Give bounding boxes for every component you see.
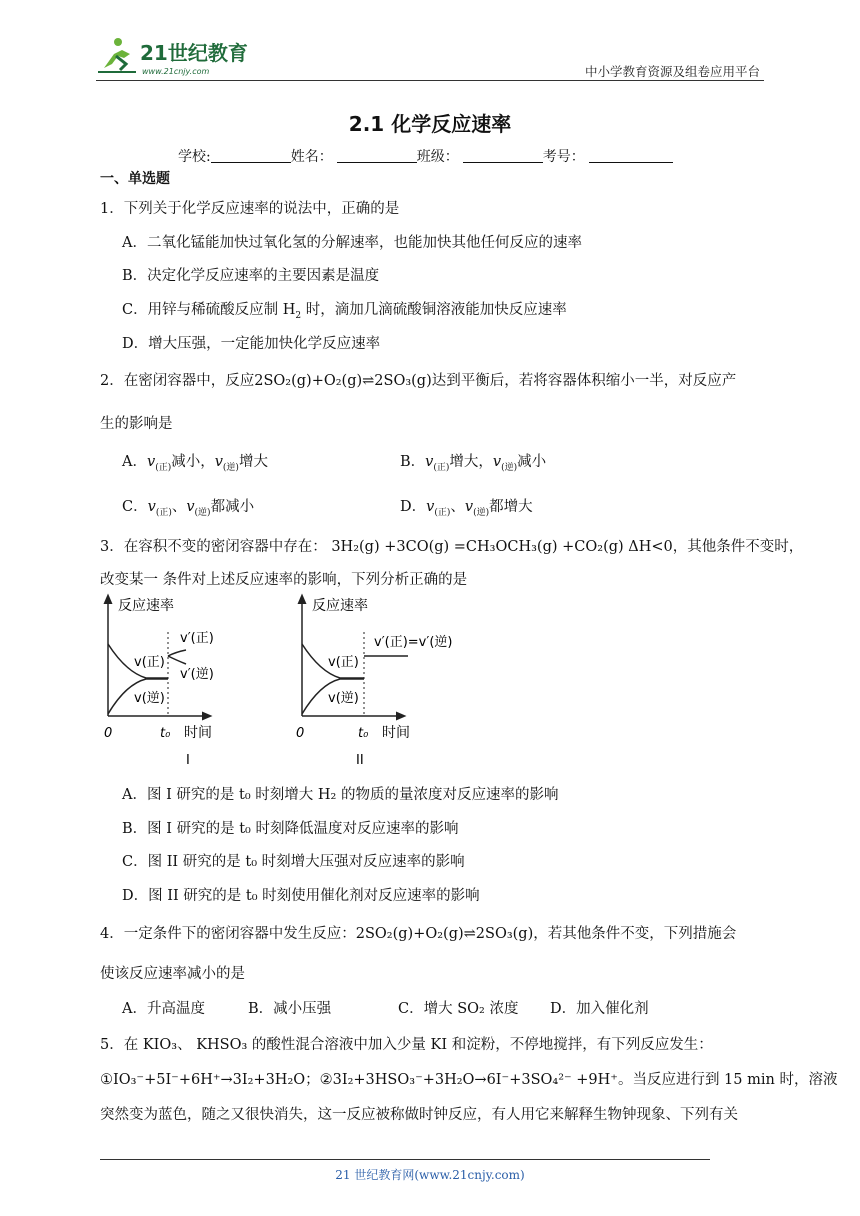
- graph2-origin: 0: [296, 726, 305, 741]
- platform-name: 中小学教育资源及组卷应用平台: [584, 64, 760, 79]
- q2-stem-post: 达到平衡后，若将容器体积缩小一半，对反应产: [431, 373, 737, 389]
- q4-equation: 2SO₂(g)+O₂(g)⇌2SO₃(g): [355, 926, 534, 942]
- q2-option-c[interactable]: [122, 495, 254, 518]
- graph1-v-zheng-label: v(正): [134, 655, 165, 670]
- graph2-vp-eq-label: v′(正)=v′(逆): [374, 635, 453, 650]
- q3-stem-line2: 改变某一 条件对上述反应速率的影响，下列分析正确的是: [100, 572, 468, 588]
- q1-option-a[interactable]: A．二氧化锰能加快过氧化氢的分解速率，也能加快其他任何反应的速率: [122, 235, 582, 251]
- page-title: 2.1 化学反应速率: [348, 112, 512, 136]
- q3-figure: [96, 592, 456, 772]
- graph2-label: II: [356, 753, 364, 768]
- q2-option-a[interactable]: [122, 450, 268, 473]
- q2-c-sub2: (逆): [194, 507, 211, 518]
- q2-stem-line2: 生的影响是: [100, 416, 173, 432]
- graph1-vp-ni-label: v′(逆): [180, 667, 214, 682]
- q4-option-d[interactable]: D．加入催化剂: [550, 1001, 649, 1017]
- name-label: 姓名：: [290, 149, 333, 165]
- q3-stem: 3．在容积不变的密闭容器中存在： 3H₂(g) +3CO(g) =CH₃OCH₃(g) +CO₂(g) ΔH<0，其他条件不变时，: [100, 539, 804, 555]
- school-blank[interactable]: [211, 148, 291, 163]
- logo-url: www.21cnjy.com: [142, 67, 210, 76]
- q5-stem-line3: 突然变为蓝色，随之又很快消失，这一反应被称做时钟反应，有人用它来解释生物钟现象、下列有关: [100, 1107, 738, 1123]
- q3-option-c[interactable]: C．图 II 研究的是 t₀ 时刻增大压强对反应速率的影响: [122, 854, 465, 870]
- graph1-t0: t₀: [160, 726, 171, 741]
- q2-d-v2: v: [464, 499, 474, 515]
- q3-option-d[interactable]: D．图 II 研究的是 t₀ 时刻使用催化剂对反应速率的影响: [122, 888, 480, 904]
- q2-c-text2: 都减小: [210, 499, 255, 515]
- q4-stem-post: ，若其他条件不变，下列措施会: [533, 926, 737, 942]
- q1-option-b[interactable]: B．决定化学反应速率的主要因素是温度: [122, 268, 380, 284]
- q1-option-c-sub: 2: [295, 310, 302, 321]
- q2-d-v1: v: [426, 499, 435, 515]
- q2-d-letter: D．: [400, 499, 427, 515]
- school-label: 学校:: [178, 149, 211, 165]
- graph1-v-ni-label: v(逆): [134, 691, 165, 706]
- q2-stem-pre: 2．在密闭容器中，反应: [100, 373, 255, 389]
- site-logo: [96, 34, 266, 78]
- q2-a-text2: 增大: [238, 454, 268, 470]
- q2-b-sub2: (逆): [501, 462, 518, 473]
- logo-text: 21世纪教育: [140, 41, 248, 65]
- q2-a-letter: A．: [122, 454, 147, 470]
- q2-equation: 2SO₂(g)+O₂(g)⇌2SO₃(g): [254, 373, 432, 389]
- q2-d-text2: 都增大: [489, 499, 533, 515]
- q2-d-sub2: (逆): [473, 507, 490, 518]
- q3-option-a[interactable]: A．图 I 研究的是 t₀ 时刻增大 H₂ 的物质的量浓度对反应速率的影响: [122, 787, 559, 803]
- header-divider: [96, 80, 764, 81]
- q4-option-a[interactable]: A．升高温度: [122, 1001, 205, 1017]
- graph-2: [296, 597, 452, 768]
- q2-c-letter: C．: [122, 499, 148, 515]
- section-heading: 一、单选题: [100, 171, 170, 187]
- q4-stem-line2: 使该反应速率减小的是: [100, 966, 245, 982]
- q2-a-sub2: (逆): [222, 462, 239, 473]
- q2-option-d[interactable]: [400, 495, 533, 518]
- graph1-origin: 0: [104, 726, 113, 741]
- q2-stem: [100, 369, 736, 390]
- footer-divider: [100, 1159, 710, 1160]
- exam-no-label: 考号：: [542, 149, 585, 165]
- q2-a-v1: v: [146, 454, 156, 470]
- q2-b-v1: v: [425, 454, 434, 470]
- graph2-v-ni-label: v(逆): [328, 691, 359, 706]
- q4-stem-pre: 4．一定条件下的密闭容器中发生反应：: [100, 926, 356, 942]
- q2-option-b[interactable]: [400, 450, 546, 473]
- graph2-v-zheng-label: v(正): [328, 655, 359, 670]
- graph1-vp-zheng-label: v′(正): [180, 631, 214, 646]
- q2-b-letter: B．: [400, 454, 426, 470]
- q4-stem: [100, 922, 736, 943]
- graph1-xlabel: 时间: [184, 725, 212, 741]
- q1-option-c-text: C．用锌与稀硫酸反应制 H: [122, 302, 296, 318]
- class-label: 班级：: [416, 149, 459, 165]
- q2-d-text1: 、: [450, 499, 465, 515]
- q5-stem: 5．在 KIO₃、 KHSO₃ 的酸性混合溶液中加入少量 KI 和淀粉，不停地搅拌，有下列反应发生：: [100, 1037, 713, 1053]
- q5-stem-line2: ①IO₃⁻+5I⁻+6H⁺→3I₂+3H₂O；②3I₂+3HSO₃⁻+3H₂O→6I⁻+3SO₄²⁻ +9H⁺。当反应进行到 15 min 时，溶液: [100, 1072, 838, 1088]
- graph1-ylabel: 反应速率: [118, 598, 174, 614]
- footer-text[interactable]: 21 世纪教育网(www.21cnjy.com): [335, 1168, 525, 1182]
- graph1-vp-zheng-curve: [168, 650, 186, 656]
- q3-option-b[interactable]: B．图 I 研究的是 t₀ 时刻降低温度对反应速率的影响: [122, 821, 459, 837]
- q4-option-b[interactable]: B．减小压强: [248, 1001, 332, 1017]
- q2-c-v1: v: [147, 499, 156, 515]
- q2-b-sub1: (正): [433, 462, 450, 473]
- q2-a-sub1: (正): [155, 462, 172, 473]
- q1-option-c-text2: 时，滴加几滴硫酸铜溶液能加快反应速率: [301, 302, 567, 318]
- q2-b-text2: 减小: [517, 454, 547, 470]
- q1-stem: 1．下列关于化学反应速率的说法中，正确的是: [100, 201, 400, 217]
- name-blank[interactable]: [337, 148, 417, 163]
- class-blank[interactable]: [463, 148, 543, 163]
- q2-a-text1: 减小，: [171, 454, 215, 470]
- q2-b-text1: 增大，: [449, 454, 493, 470]
- q2-c-text1: 、: [171, 499, 187, 515]
- q2-c-v2: v: [186, 499, 195, 515]
- q1-option-d[interactable]: D．增大压强，一定能加快化学反应速率: [122, 336, 381, 352]
- graph1-label: I: [186, 753, 190, 768]
- graph2-t0: t₀: [358, 726, 369, 741]
- q1-option-c[interactable]: [122, 298, 567, 321]
- graph2-ylabel: 反应速率: [312, 598, 368, 614]
- runner-logo-icon: [98, 38, 136, 72]
- graph2-xlabel: 时间: [382, 725, 410, 741]
- q2-a-v2: v: [214, 454, 223, 470]
- q2-c-sub1: (正): [155, 507, 172, 518]
- exam-no-blank[interactable]: [589, 148, 673, 163]
- graph1-vp-ni-curve: [168, 656, 186, 664]
- student-info: [178, 146, 673, 166]
- graph-1: [104, 597, 214, 768]
- q2-d-sub1: (正): [434, 507, 451, 518]
- q4-option-c[interactable]: C．增大 SO₂ 浓度: [398, 1001, 519, 1017]
- q2-b-v2: v: [492, 454, 502, 470]
